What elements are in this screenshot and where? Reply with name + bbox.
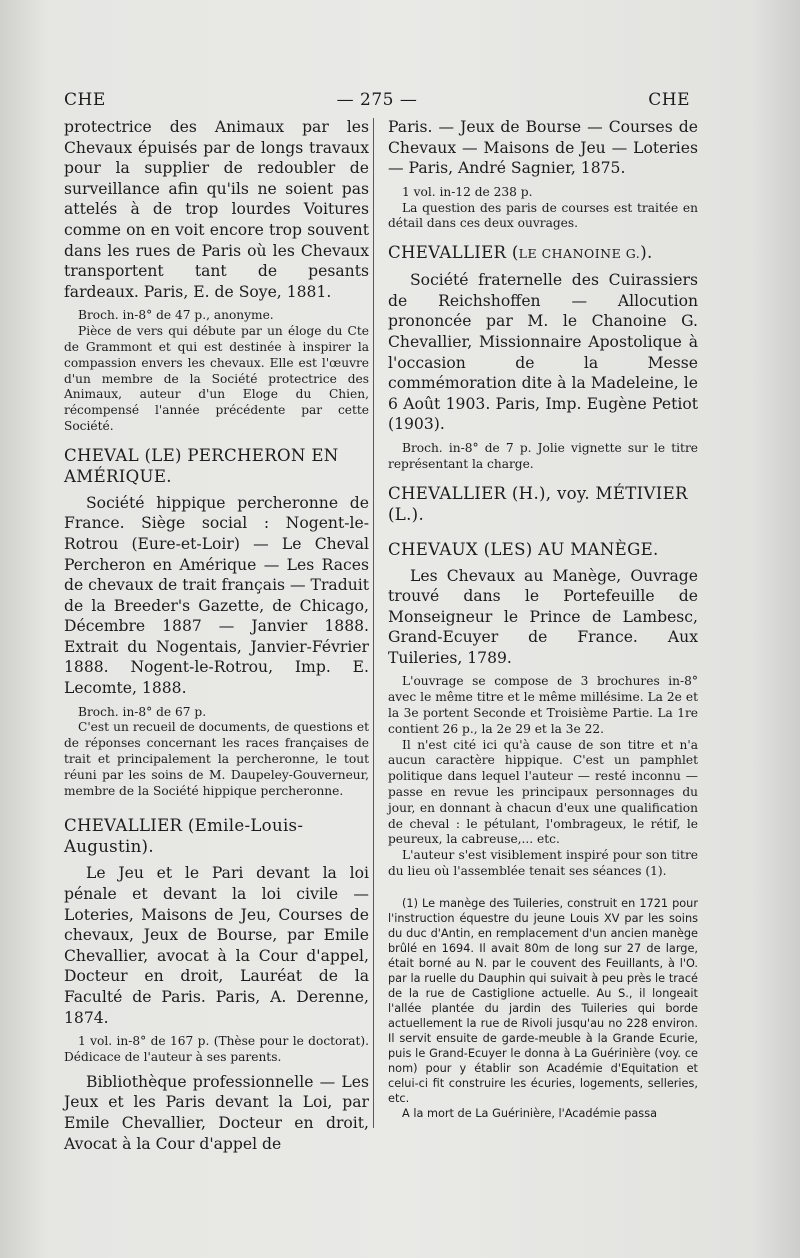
entry-heading-end: ).	[640, 243, 653, 263]
entry-text: Bibliothèque professionnelle — Les Jeux et les Paris devant la Loi, par Emile Chevallier, Docteur en droit, Avocat à la Cour d'appel de	[64, 1072, 369, 1153]
entry-heading	[388, 242, 698, 264]
entry-note: Broch. in-8° de 7 p. Jolie vignette sur le titre représentant la charge.	[388, 440, 698, 471]
running-head-left: CHE	[64, 90, 106, 110]
running-head-right: CHE	[648, 90, 690, 110]
entry-text: Paris. — Jeux de Bourse — Courses de Chevaux — Maisons de Jeu — Loteries — Paris, André Sagnier, 1875.	[388, 118, 698, 178]
entry-note: Broch. in-8° de 47 p., anonyme.	[78, 308, 274, 323]
entry-note: L'auteur s'est visiblement inspiré pour son titre du lieu où l'assemblée tenait ses séances (1).	[388, 848, 698, 879]
entry-heading: CHEVAUX (LES) AU MANÈGE.	[388, 539, 659, 559]
right-column	[388, 117, 698, 1137]
entry-heading: CHEVALLIER (Emile-Louis-Augustin).	[64, 816, 304, 857]
entry-text: Société fraternelle des Cuirassiers de Reichshoffen — Allocution prononcée par M. le Chanoine G. Chevallier, Missionnaire Apostolique à l'occasion de la Messe commémoration dite à la Madeleine, le 6 Août 1903. Paris, Imp. Eugène Petiot (1903).	[388, 271, 698, 434]
entry-text: Le Jeu et le Pari devant la loi pénale et devant la loi civile — Loteries, Maisons de Jeu, Courses de chevaux, Jeux de Bourse, par Emile Chevallier, avocat à la Cour d'appel, Docteur en droit, Lauréat de la Faculté de Paris. Paris, A. Derenne, 1874.	[64, 864, 369, 1027]
entry-note: C'est un recueil de documents, de questions et de réponses concernant les races françaises de trait et principalement la percheronne, le tout réuni par les soins de M. Daupeley-Gouverneur, membre de la Société hippique percheronne.	[64, 720, 369, 798]
page-number: — 275 —	[336, 90, 418, 110]
entry-heading-smallcaps: LE CHANOINE G.	[518, 246, 641, 262]
entry-note: La question des paris de courses est traitée en détail dans ces deux ouvrages.	[388, 200, 698, 231]
entry-text: Les Chevaux au Manège, Ouvrage trouvé dans le Portefeuille de Monseigneur le Prince de Lambesc, Grand-Ecuyer de France. Aux Tuileries, 1789.	[388, 566, 698, 667]
entry-note: Pièce de vers qui débute par un éloge du Cte de Grammont et qui est destinée à inspirer la compassion envers les chevaux. Elle est l'œuvre d'un membre de la Société protectrice des Animaux, auteur d'un Eloge du Chien, récompensé l'année précédente par cette Société.	[64, 324, 369, 433]
entry-heading: CHEVALLIER (H.), voy. MÉTIVIER (L.).	[388, 483, 688, 524]
entry-note: Broch. in-8° de 67 p.	[78, 704, 207, 719]
entry-heading-main: CHEVALLIER (	[388, 243, 519, 263]
column-divider	[373, 118, 374, 1128]
entry-note: 1 vol. in-8° de 167 p. (Thèse pour le doctorat). Dédicace de l'auteur à ses parents.	[64, 1034, 369, 1064]
footnote-continued: A la mort de La Guérinière, l'Académie passa	[402, 1106, 657, 1120]
entry-text: protectrice des Animaux par les Chevaux épuisés par de longs travaux pour la supplier de redoubler de surveillance afin qu'ils ne soient pas attelés à de trop lourdes Voitures comme on en voit encore trop souvent dans les rues de Paris où les Chevaux transportent tant de pesants fardeaux. Paris, E. de Soye, 1881.	[64, 118, 369, 301]
left-column	[64, 117, 369, 1153]
running-head	[64, 90, 690, 114]
footnote: (1) Le manège des Tuileries, construit en 1721 pour l'instruction équestre du jeune Louis XV par les soins du duc d'Antin, en remplacement d'un ancien manège brûlé en 1694. Il avait 80m de long sur 27 de large, était borné au N. par le couvent des Feuillants, à l'O. par la ruelle du Dauphin qui suivait à peu près le tracé de la rue de Castiglione actuelle. Au S., il longeait l'allée plantée du jardin des Tuileries qui borde actuellement la rue de Rivoli jusqu'au no 228 environ. Il servit ensuite de garde-meuble à la Grande Ecurie, puis le Grand-Ecuyer le donna à La Guérinière (voy. ce nom) pour y établir son Académie d'Equitation et celui-ci fit construire les écuries, logements, selleries, etc.	[388, 896, 698, 1105]
entry-heading: CHEVAL (LE) PERCHERON EN AMÉRIQUE.	[64, 445, 339, 486]
entry-text: Société hippique percheronne de France. Siège social : Nogent-le-Rotrou (Eure-et-Loir) — Le Cheval Percheron en Amérique — Les Races de chevaux de trait français — Traduit de la Breeder's Gazette, de Chicago, Décembre 1887 — Janvier 1888. Extrait du Nogentais, Janvier-Février 1888. Nogent-le-Rotrou, Imp. E. Lecomte, 1888.	[64, 493, 369, 698]
entry-note: L'ouvrage se compose de 3 brochures in-8° avec le même titre et le même millésime. La 2e et la 3e portent Seconde et Troisième Partie. La 1re contient 26 p., la 2e 29 et la 3e 22.	[388, 674, 698, 736]
entry-note: 1 vol. in-12 de 238 p.	[402, 184, 533, 199]
entry-note: Il n'est cité ici qu'à cause de son titre et n'a aucun caractère hippique. C'est un pamphlet politique dans lequel l'auteur — resté inconnu — passe en revue les principaux personnages du jour, en donnant à chacun d'eux une qualification de cheval : le pétulant, l'ombrageux, le rétif, le peureux, la cabreuse,... etc.	[388, 737, 698, 847]
